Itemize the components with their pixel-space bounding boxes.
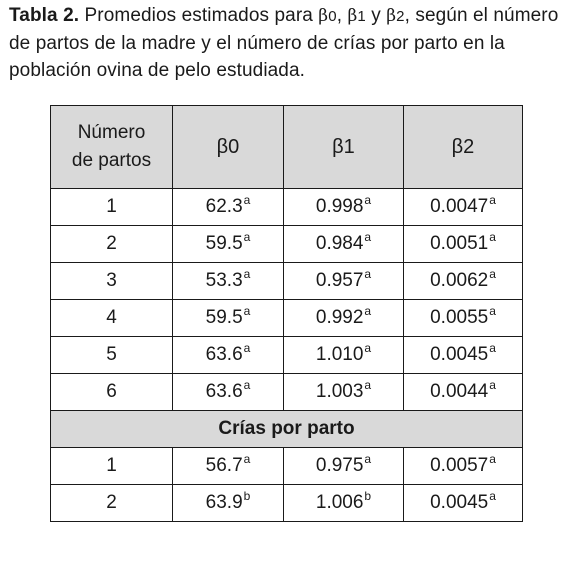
value-b0: 63.6	[205, 344, 243, 365]
value-b2: 0.0051	[430, 233, 489, 254]
significance-letter: a	[243, 341, 251, 355]
partos-rows	[51, 189, 523, 411]
value-b2: 0.0045	[430, 344, 489, 365]
cell-b2	[404, 448, 523, 485]
value-b0: 59.5	[205, 233, 243, 254]
significance-letter: a	[243, 230, 251, 244]
significance-letter: a	[489, 452, 496, 466]
row-label: 3	[51, 263, 173, 300]
value-b1: 1.003	[315, 381, 364, 402]
row-label: 5	[51, 337, 173, 374]
significance-letter: a	[489, 267, 496, 281]
cell-b2	[404, 226, 523, 263]
cell-b2	[404, 300, 523, 337]
header-numero-de-partos	[51, 106, 173, 189]
caption-beta2: β	[386, 6, 397, 26]
value-b1: 0.992	[315, 307, 364, 328]
cell-b0	[173, 300, 284, 337]
caption-text-after: , según el número de partos de la madre y el número de crías por parto en la población ovina de pelo estudiada.	[9, 5, 559, 81]
significance-letter: a	[243, 193, 251, 207]
header-line2: de partos	[71, 150, 152, 171]
value-b1: 0.957	[315, 270, 364, 291]
significance-letter: a	[243, 378, 251, 392]
significance-letter: b	[243, 489, 251, 503]
value-b1: 1.006	[315, 492, 364, 513]
cell-b1	[284, 263, 404, 300]
cell-b1	[284, 226, 404, 263]
significance-letter: a	[489, 489, 496, 503]
cell-b2	[404, 263, 523, 300]
value-b1: 0.998	[315, 196, 364, 217]
table-row	[51, 374, 523, 411]
value-b0: 63.9	[205, 492, 243, 513]
cell-b2	[404, 374, 523, 411]
cell-b1	[284, 485, 404, 522]
value-b1: 0.984	[315, 233, 364, 254]
crias-rows	[51, 448, 523, 522]
cell-b2	[404, 189, 523, 226]
significance-letter: a	[364, 378, 372, 392]
cell-b2	[404, 485, 523, 522]
significance-letter: a	[364, 267, 372, 281]
table-caption	[9, 2, 561, 84]
table-row	[51, 448, 523, 485]
table-row	[51, 226, 523, 263]
row-label: 6	[51, 374, 173, 411]
value-b1: 1.010	[315, 344, 364, 365]
header-beta1: β1	[284, 106, 404, 189]
value-b2: 0.0057	[430, 455, 489, 476]
significance-letter: a	[489, 304, 496, 318]
cell-b0	[173, 226, 284, 263]
value-b1: 0.975	[315, 455, 364, 476]
table-row	[51, 300, 523, 337]
significance-letter: b	[364, 489, 372, 503]
table-row	[51, 263, 523, 300]
cell-b0	[173, 374, 284, 411]
cell-b0	[173, 337, 284, 374]
header-beta2: β2	[404, 106, 523, 189]
row-label: 1	[51, 189, 173, 226]
caption-beta0-sub: 0	[328, 8, 337, 25]
value-b0: 56.7	[205, 455, 243, 476]
significance-letter: a	[489, 230, 496, 244]
value-b2: 0.0062	[430, 270, 489, 291]
table-row	[51, 189, 523, 226]
header-beta0: β0	[173, 106, 284, 189]
section-crias	[51, 411, 523, 448]
table-row	[51, 337, 523, 374]
significance-letter: a	[243, 452, 251, 466]
header-line1: Número	[77, 122, 146, 143]
caption-beta2-sub: 2	[396, 8, 405, 25]
cell-b2	[404, 337, 523, 374]
significance-letter: a	[489, 378, 496, 392]
cell-b0	[173, 189, 284, 226]
value-b2: 0.0047	[430, 196, 489, 217]
value-b2: 0.0055	[430, 307, 489, 328]
caption-beta1-sub: 1	[357, 8, 366, 25]
cell-b1	[284, 300, 404, 337]
significance-letter: a	[243, 304, 251, 318]
caption-sep2: y	[365, 5, 387, 26]
header-row	[51, 106, 523, 189]
caption-text-before: Promedios estimados para	[79, 5, 319, 26]
value-b0: 63.6	[205, 381, 243, 402]
cell-b0	[173, 448, 284, 485]
significance-letter: a	[364, 230, 372, 244]
value-b0: 53.3	[205, 270, 243, 291]
table-row	[51, 485, 523, 522]
row-label: 1	[51, 448, 173, 485]
significance-letter: a	[489, 341, 496, 355]
value-b0: 59.5	[205, 307, 243, 328]
significance-letter: a	[364, 341, 372, 355]
caption-label: Tabla 2.	[9, 5, 80, 26]
cell-b1	[284, 374, 404, 411]
cell-b0	[173, 263, 284, 300]
significance-letter: a	[364, 452, 372, 466]
caption-beta0: β	[318, 6, 329, 26]
row-label: 2	[51, 226, 173, 263]
row-label: 4	[51, 300, 173, 337]
cell-b1	[284, 448, 404, 485]
caption-beta1: β	[347, 6, 358, 26]
value-b2: 0.0044	[430, 381, 489, 402]
cell-b0	[173, 485, 284, 522]
significance-letter: a	[364, 304, 372, 318]
value-b2: 0.0045	[430, 492, 489, 513]
value-b0: 62.3	[205, 196, 243, 217]
significance-letter: a	[364, 193, 372, 207]
cell-b1	[284, 189, 404, 226]
significance-letter: a	[489, 193, 496, 207]
cell-b1	[284, 337, 404, 374]
row-label: 2	[51, 485, 173, 522]
significance-letter: a	[243, 267, 251, 281]
section-row	[51, 411, 523, 448]
estimates-table	[50, 105, 523, 522]
caption-sep1: ,	[336, 5, 348, 26]
section-label-crias-por-parto: Crías por parto	[51, 411, 523, 448]
